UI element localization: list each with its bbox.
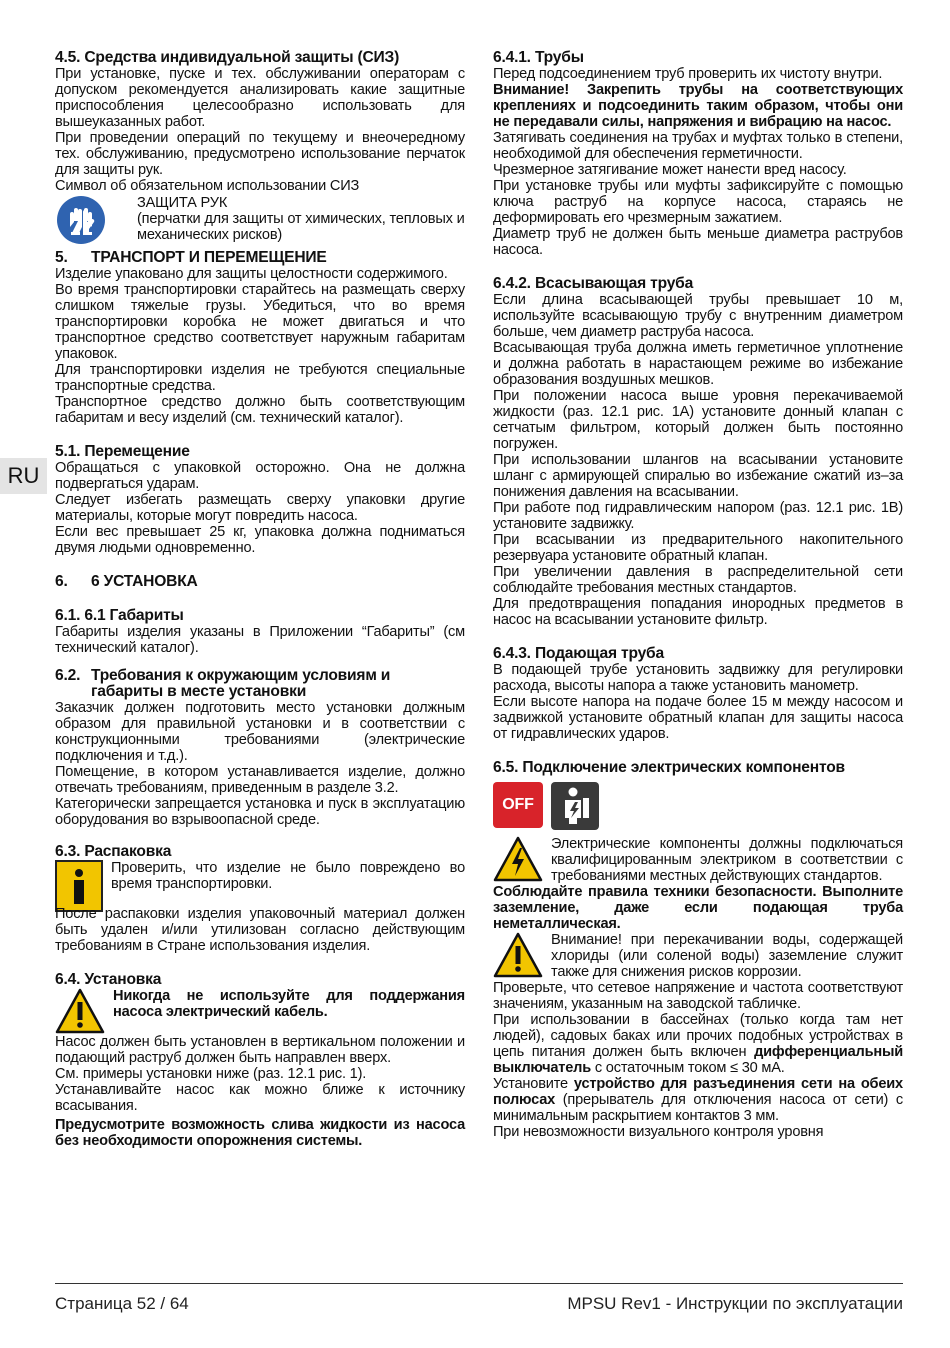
paragraph: При положении насоса выше уровня перекачиваемой жидкости (раз. 12.1 рис. 1A) установите донный клапан с сетчатым фильтром, который должен быть постоянно погружен. (493, 388, 903, 452)
section-6-4-3-title: 6.4.3. Подающая труба (493, 645, 664, 662)
language-tab: RU (0, 458, 47, 494)
section-6-2-heading (55, 668, 465, 700)
paragraph: Всасывающая труба должна иметь герметичное уплотнение и должна работать в нарастающем режиме во избежание образования воздушных мешков. (493, 340, 903, 388)
section-number: 5. (55, 249, 68, 266)
paragraph: Заказчик должен подготовить место установки должным образом для правильной установки и в соответствии с конструкционными требованиями (электрические подключения и т.д.). (55, 700, 465, 764)
paragraph: Габариты изделия указаны в Приложении “Габариты” (см технический каталог). (55, 624, 465, 656)
paragraph-bold: Соблюдайте правила техники безопасности. Выполните заземление, даже если подающая труба неметаллическая. (493, 884, 903, 932)
text-run-bold: устройство для разъединения сети на обеих полюсах (493, 1076, 903, 1108)
electric-hazard-icon (493, 836, 543, 882)
paragraph: Во время транспортировки старайтесь на размещать сверху слишком тяжелые грузы. Убедиться, что во время транспортировки коробка не может двигаться и что транспортное средство соответствует наружным габаритам упаковок. (55, 282, 465, 362)
section-5-1-title: 5.1. Перемещение (55, 443, 190, 460)
paragraph: Затягивать соединения на трубах и муфтах только в степени, необходимой для обеспечения герметичности. (493, 130, 903, 162)
section-6-1-title: 6.1. 6.1 Габариты (55, 607, 184, 624)
paragraph: При невозможности визуального контроля уровня (493, 1124, 824, 1140)
section-number: 6.2. (55, 667, 81, 684)
paragraph: Перед подсоединением труб проверить их чистоту внутри. (493, 66, 883, 82)
text-run-bold: дифференциальный выключатель (493, 1044, 903, 1076)
text-run: При использовании в бассейнах (только когда там нет людей), садовых баках или прочих подобных устройствах в цепь питания должен быть включен (493, 1012, 903, 1060)
section-6-title: 6 УСТАНОВКА (91, 573, 198, 590)
warning-icon (493, 932, 543, 978)
warning-text: Никогда не используйте для поддержания насоса электрический кабель. (113, 988, 465, 1020)
paragraph: При использовании шлангов на всасывании установите шланг с армирующей спиралью во избежание сжатий из–за понижения давления на всасывании. (493, 452, 903, 500)
electric-symbols (493, 782, 903, 830)
power-off-icon: OFF (493, 782, 543, 828)
section-5-title: ТРАНСПОРТ И ПЕРЕМЕЩЕНИЕ (91, 249, 327, 266)
glove-title: ЗАЩИТА РУК (137, 195, 228, 211)
paragraph: Насос должен быть установлен в вертикальном положении и подающий раструб должен быть направлен вверх. (55, 1034, 465, 1066)
paragraph: См. примеры установки ниже (раз. 12.1 рис. 1). (55, 1066, 367, 1082)
paragraph-bold: Внимание! Закрепить трубы на соответствующих креплениях и подсоединить таким образом, чтобы они не передавали силы, напряжения и вибрацию на насос. (493, 82, 903, 130)
paragraph-bold: Предусмотрите возможность слива жидкости из насоса без необходимости опорожнения системы. (55, 1117, 465, 1149)
text-run: Установите (493, 1076, 574, 1092)
paragraph: Чрезмерное затягивание может нанести вред насосу. (493, 162, 847, 178)
info-note (55, 860, 465, 912)
chloride-warning-note (493, 932, 903, 980)
right-column (493, 50, 903, 1140)
paragraph: Если вес превышает 25 кг, упаковка должна подниматься двумя людьми одновременно. (55, 524, 465, 556)
paragraph: Диаметр труб не должен быть меньше диаметра раструбов насоса. (493, 226, 903, 258)
section-6-2-title: Требования к окружающим условиям и габариты в месте установки (91, 667, 391, 700)
paragraph: Проверить, что изделие не было повреждено во время транспортировки. (111, 860, 465, 892)
paragraph: Помещение, в котором устанавливается изделие, должно отвечать требованиям, приведенным в разделе 3.2. (55, 764, 465, 796)
section-6-3-title: 6.3. Распаковка (55, 843, 172, 860)
section-6-4-title: 6.4. Установка (55, 971, 162, 988)
paragraph: При установке, пуске и тех. обслуживании операторам с допуском рекомендуется анализировать какие защитные приспособления целесообразно использовать для вышеуказанных работ. (55, 66, 465, 130)
paragraph: При всасывании из предварительного накопительного резервуара установите обратный клапан. (493, 532, 903, 564)
left-column (55, 50, 465, 1149)
section-6-5-title: 6.5. Подключение электрических компонентов (493, 759, 845, 776)
glove-description: (перчатки для защиты от химических, тепловых и механических рисков) (137, 211, 465, 243)
text-run: с остаточным током ≤ 30 мА. (591, 1060, 785, 1076)
paragraph (493, 1012, 903, 1076)
warning-icon (55, 988, 105, 1034)
paragraph: Изделие упаковано для защиты целостности содержимого. (55, 266, 448, 282)
footer-page-number: Страница 52 / 64 (55, 1294, 189, 1313)
paragraph: Для предотвращения попадания инородных предметов в насос на всасывании установите фильтр. (493, 596, 903, 628)
paragraph: При работе под гидравлическим напором (раз. 12.1 рис. 1B) установите задвижку. (493, 500, 903, 532)
paragraph: Обращаться с упаковкой осторожно. Она не должна подвергаться ударам. (55, 460, 465, 492)
qualified-electrician-icon (551, 782, 599, 830)
section-5-heading (55, 250, 465, 266)
paragraph: Следует избегать размещать сверху упаковки другие материалы, которые могут повредить насоса. (55, 492, 465, 524)
paragraph: Внимание! при перекачивании воды, содержащей хлориды (или соленой воды) заземление служит также для снижения рисков коррозии. (551, 932, 903, 980)
paragraph: При увеличении давления в распределительной сети соблюдайте требования местных стандартов. (493, 564, 903, 596)
paragraph: Категорически запрещается установка и пуск в эксплуатацию оборудования во взрывоопасной среде. (55, 796, 465, 828)
text-run: (прерыватель для отключения насоса от сети) с минимальным раскрытием контактов 3 мм. (493, 1092, 903, 1124)
paragraph: Если длина всасывающей трубы превышает 10 м, используйте всасывающую трубу с внутренним диаметром больше, чем диаметр раструба насоса. (493, 292, 903, 340)
warning-note (55, 988, 465, 1034)
paragraph: Если высоте напора на подаче более 15 м между насосом и задвижкой установите обратный клапан для защиты насоса от гидравлических ударов. (493, 694, 903, 742)
glove-symbol-row (55, 196, 465, 244)
paragraph: После распаковки изделия упаковочный материал должен быть удален и/или утилизован согласно действующим требованиям в Стране использования изделия. (55, 906, 465, 954)
section-number: 6. (55, 573, 68, 590)
paragraph: Для транспортировки изделия не требуются специальные транспортные средства. (55, 362, 465, 394)
gloves-icon (57, 196, 105, 244)
section-6-heading (55, 574, 465, 590)
paragraph: Символ об обязательном использовании СИЗ (55, 178, 360, 194)
electric-warning-note (493, 836, 903, 884)
footer-divider (55, 1283, 903, 1284)
paragraph: Устанавливайте насос как можно ближе к источнику всасывания. (55, 1082, 465, 1114)
paragraph: При установке трубы или муфты зафиксируйте с помощью ключа раструб на корпусе насоса, стараясь не деформировать его чрезмерным зажатием. (493, 178, 903, 226)
section-6-4-1-title: 6.4.1. Трубы (493, 49, 584, 66)
paragraph: В подающей трубе установить задвижку для регулировки расхода, высоты напора а также установить манометр. (493, 662, 903, 694)
section-4-5-title: 4.5. Средства индивидуальной защиты (СИЗ) (55, 49, 400, 66)
paragraph: Транспортное средство должно быть соответствующим габаритам и весу изделий (см. технический каталог). (55, 394, 465, 426)
section-6-4-2-title: 6.4.2. Всасывающая труба (493, 275, 694, 292)
paragraph: Электрические компоненты должны подключаться квалифицированным электриком в соответствии с требованиями местных действующих стандартов. (551, 836, 903, 884)
info-icon (55, 860, 103, 912)
paragraph: Проверьте, что сетевое напряжение и частота соответствуют значениям, указанным на заводской табличке. (493, 980, 903, 1012)
footer-document-title: MPSU Rev1 - Инструкции по эксплуатации (567, 1294, 903, 1313)
paragraph (493, 1076, 903, 1124)
paragraph: При проведении операций по текущему и внеочередному тех. обслуживанию, предусмотрено использование перчаток для защиты рук. (55, 130, 465, 178)
